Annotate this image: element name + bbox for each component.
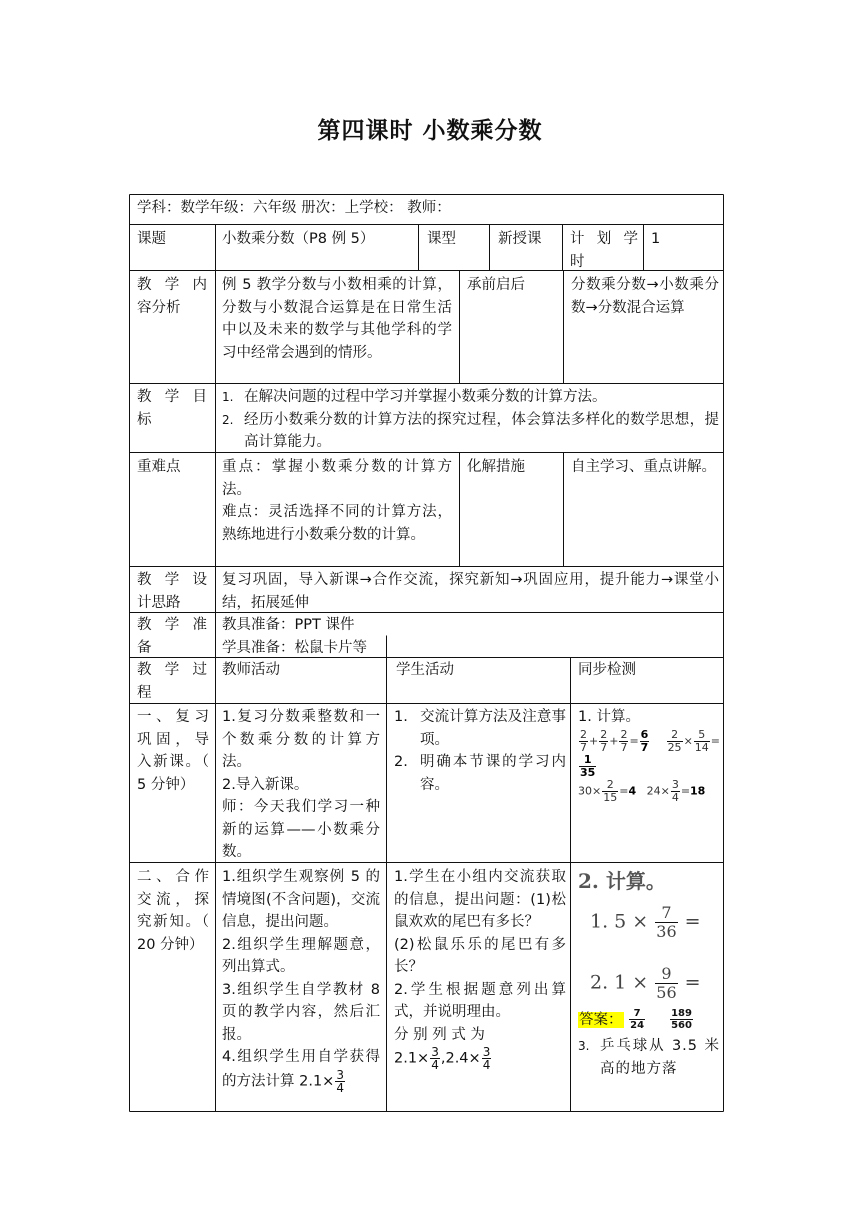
planned-hours-value: 1 <box>651 231 661 247</box>
section1-check <box>578 706 720 804</box>
section1-teacher: 1.复习分数乘整数和一个数乘分数的计算方法。 2.导入新课。 师：今天我们学习一种新的运算——小数乘分数。 <box>222 709 380 860</box>
check1-exercises: $\frac{2}{7}$ + $\frac{2}{7}$ + $\frac{2}{7}$ = $\frac{6}{7}$ $\frac{2}{25}$ × $\frac{5}{14}$ = $\frac{1}{35}$ 30× $\frac{2}{15}$ =4 24× $\frac{3}{4}$ =18 <box>578 727 720 804</box>
col-sync-check: 同步检测 <box>578 662 636 678</box>
label-preparation: 教 学 准 备 <box>137 617 207 656</box>
list-item: 2. 明确本节课的学习内容。 <box>394 754 566 793</box>
goal-item: 2. 经历小数乘分数的计算方法的探究过程，体会算法多样化的数学思想，提高计算能力。 <box>222 411 719 450</box>
label-content-analysis: 教 学 内 容分析 <box>137 277 207 316</box>
label-planned-hours: 计 划 学 时 <box>570 231 638 270</box>
section2-student: 1.学生在小组内交流获取的信息，提出问题：(1)松鼠欢欢的尾巴有多长？ (2)松鼠乐乐的尾巴有多长？ 2.学生根据题意列出算式，并说明理由。 分 别 列 式 为 2.1× $\frac{3}{4}$ ,2.4× $\frac{3}{4}$ <box>394 869 566 1072</box>
label-teaching-goals: 教 学 目 标 <box>137 389 207 428</box>
label-connection: 承前启后 <box>467 277 525 293</box>
label-process: 教 学 过 程 <box>137 662 207 701</box>
header-info: 学科：数学年级：六年级 册次：上学校： 教师： <box>137 200 451 216</box>
goal-item: 1. 在解决问题的过程中学习并掌握小数乘分数的计算方法。 <box>222 389 607 405</box>
key-points-text <box>222 456 452 546</box>
col-student-activity: 学生活动 <box>396 662 454 678</box>
section2-teacher: 1.组织学生观察例 5 的情境图(不含问题)，交流信息，提出问题。 2.组织学生理解题意，列出算式。 3.组织学生自学教材 8 页的教学内容，然后汇报。 4.组织学生用自学获得的方法计算 2.1× $\frac{3}{4}$ <box>222 869 380 1095</box>
measures-value: 自主学习、重点讲解。 <box>571 459 716 475</box>
section1-label: 一、复习巩固，导入新课。（ 5 分钟） <box>137 709 209 793</box>
lesson-type-value: 新授课 <box>498 231 542 247</box>
design-text: 复习巩固，导入新课→合作交流，探究新知→巩固应用，提升能力→课堂小结，拓展延伸 <box>222 572 719 611</box>
answer-label: 答案： <box>579 1012 623 1028</box>
page-title: 第四课时 小数乘分数 <box>317 118 543 144</box>
check2-question3: 3. 乒乓球从 3.5 米高的地方落 <box>578 1038 720 1077</box>
difficult-point: 难点：灵活选择不同的计算方法，熟练地进行小数乘分数的计算。 <box>222 504 452 543</box>
connection-value: 分数乘分数→小数乘分数→分数混合运算 <box>571 277 719 316</box>
section1-student <box>394 706 566 796</box>
label-lesson-type: 课型 <box>427 231 456 247</box>
topic-value: 小数乘分数（P8 例 5） <box>222 231 375 247</box>
section2-label: 二、合作交流，探究新知。（ 20 分钟） <box>137 869 209 953</box>
check1-title: 1. 计算。 <box>578 709 640 725</box>
student-prep: 学具准备：松鼠卡片等 <box>222 639 367 656</box>
check2-calc2: 2. 1 × $\frac{9}{56}$ = <box>590 964 701 1002</box>
check2-answers: 答案： $\frac{7}{24}$ $\frac{189}{560}$ <box>579 1008 692 1031</box>
label-topic: 课题 <box>137 231 166 247</box>
teaching-goals-list <box>222 386 719 454</box>
check2-title: 2. 计算。 <box>578 869 666 893</box>
col-teacher-activity: 教师活动 <box>222 662 280 678</box>
section2-check <box>578 866 720 1080</box>
list-item: 1. 交流计算方法及注意事项。 <box>394 709 566 748</box>
preparation-text <box>222 614 719 659</box>
teacher-prep: 教具准备：PPT 课件 <box>222 617 355 633</box>
check2-calc1: 1. 5 × $\frac{7}{36}$ = <box>590 903 701 941</box>
label-key-points: 重难点 <box>137 459 181 475</box>
label-measures: 化解措施 <box>467 459 525 475</box>
label-design: 教 学 设 计思路 <box>137 572 207 611</box>
key-point: 重点：掌握小数乘分数的计算方法。 <box>222 459 452 498</box>
content-analysis-text: 例 5 教学分数与小数相乘的计算，分数与小数混合运算是在日常生活中以及未来的数学与其他学科的学习中经常会遇到的情形。 <box>222 277 452 361</box>
